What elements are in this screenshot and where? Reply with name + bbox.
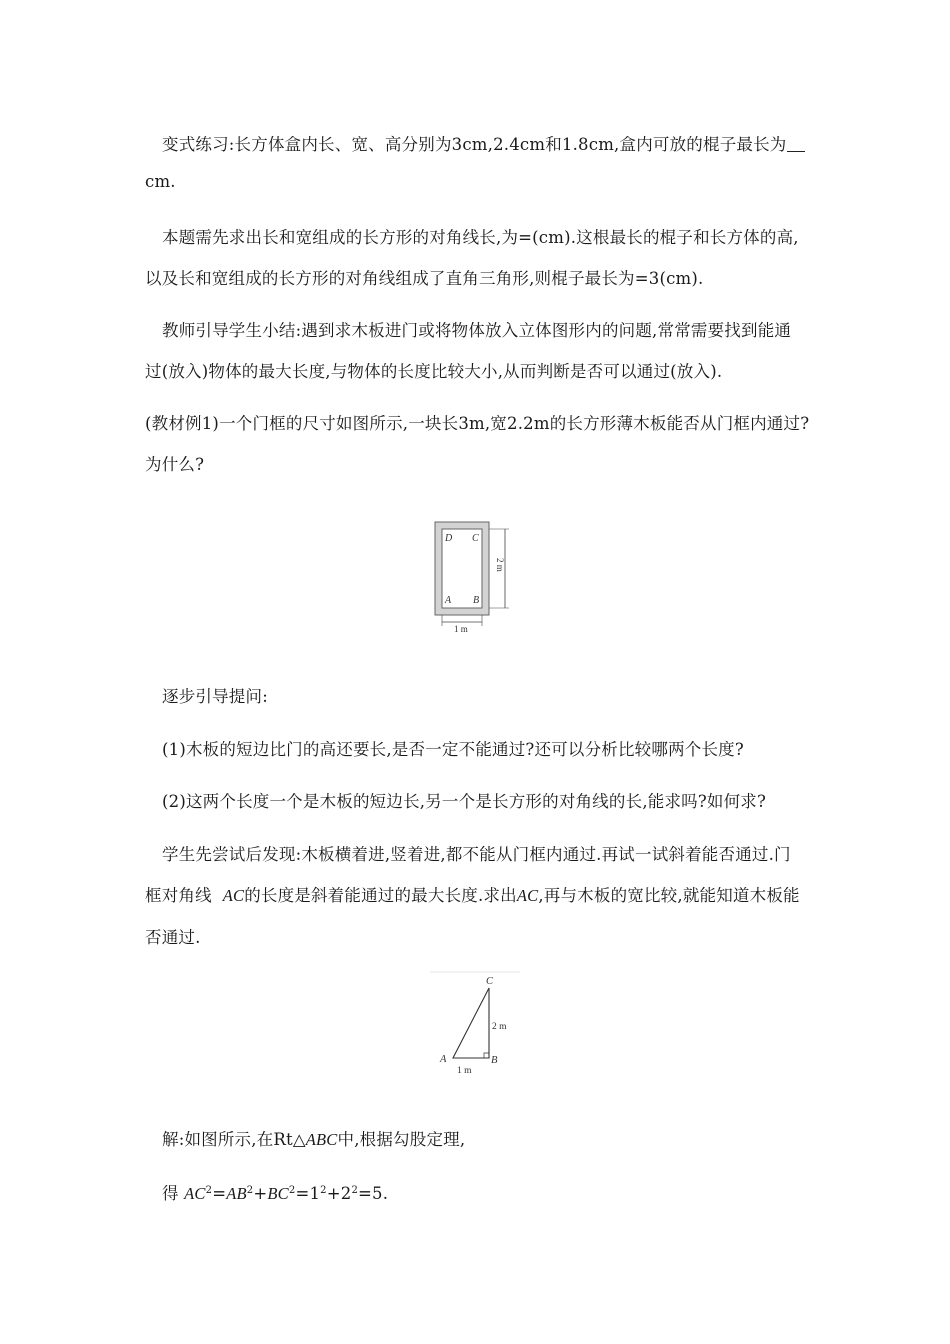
discovery-line2: 框对角线 AC的长度是斜着能通过的最大长度.求出AC,再与木板的宽比较,就能知道木板能 — [145, 886, 800, 905]
variant-exercise-line1: 变式练习:长方体盒内长、宽、高分别为3cm,2.4cm和1.8cm,盒内可放的棍子最长为 — [162, 135, 787, 154]
var-AC: AC — [516, 886, 539, 905]
width-label: 1 m — [457, 1066, 472, 1076]
guiding-questions-title: 逐步引导提问: — [162, 687, 268, 706]
label-A: A — [445, 595, 452, 606]
summary-line2: 过(放入)物体的最大长度,与物体的长度比较大小,从而判断是否可以通过(放入). — [145, 362, 723, 381]
label-B: B — [491, 1055, 498, 1066]
width-label: 1 m — [454, 624, 468, 634]
var-ABC: ABC — [305, 1130, 338, 1149]
solution-line1: 解:如图所示,在Rt△ABC中,根据勾股定理, — [162, 1130, 466, 1149]
right-angle-mark — [484, 1053, 489, 1058]
question-2: (2)这两个长度一个是木板的短边长,另一个是长方形的对角线的长,能求吗?如何求? — [162, 792, 767, 811]
question-1: (1)木板的短边比门的高还要长,是否一定不能通过?还可以分析比较哪两个长度? — [162, 740, 744, 759]
discovery-line1: 学生先尝试后发现:木板横着进,竖着进,都不能从门框内通过.再试一试斜着能否通过.门 — [162, 845, 791, 864]
door-frame-figure — [425, 516, 525, 634]
triangle-figure — [430, 970, 520, 1078]
label-C: C — [472, 533, 479, 544]
answer-blank — [787, 137, 805, 152]
var-AC: AC — [222, 886, 245, 905]
discovery-line3: 否通过. — [145, 928, 201, 947]
summary-line1: 教师引导学生小结:遇到求木板进门或将物体放入立体图形内的问题,常常需要找到能通 — [162, 321, 792, 340]
example-line1: (教材例1)一个门框的尺寸如图所示,一块长3m,宽2.2m的长方形薄木板能否从门框内通过? — [145, 414, 810, 433]
height-label: 2 m — [492, 1022, 507, 1032]
label-D: D — [445, 533, 453, 544]
label-B: B — [473, 595, 480, 606]
right-triangle-ABC — [453, 988, 489, 1058]
height-label: 2 m — [495, 558, 505, 572]
label-C: C — [486, 976, 494, 987]
label-A: A — [440, 1054, 447, 1065]
example-line2: 为什么? — [145, 455, 205, 474]
variant-exercise-line2: cm. — [145, 172, 176, 191]
explanation-line2: 以及长和宽组成的长方形的对角线组成了直角三角形,则棍子最长为=3(cm). — [145, 269, 704, 288]
explanation-line1: 本题需先求出长和宽组成的长方形的对角线长,为=(cm).这根最长的棍子和长方体的高, — [162, 228, 799, 247]
solution-line2: 得 $AC^2=AB^2+BC^2=1^2+2^2=5$. — [162, 1184, 389, 1203]
